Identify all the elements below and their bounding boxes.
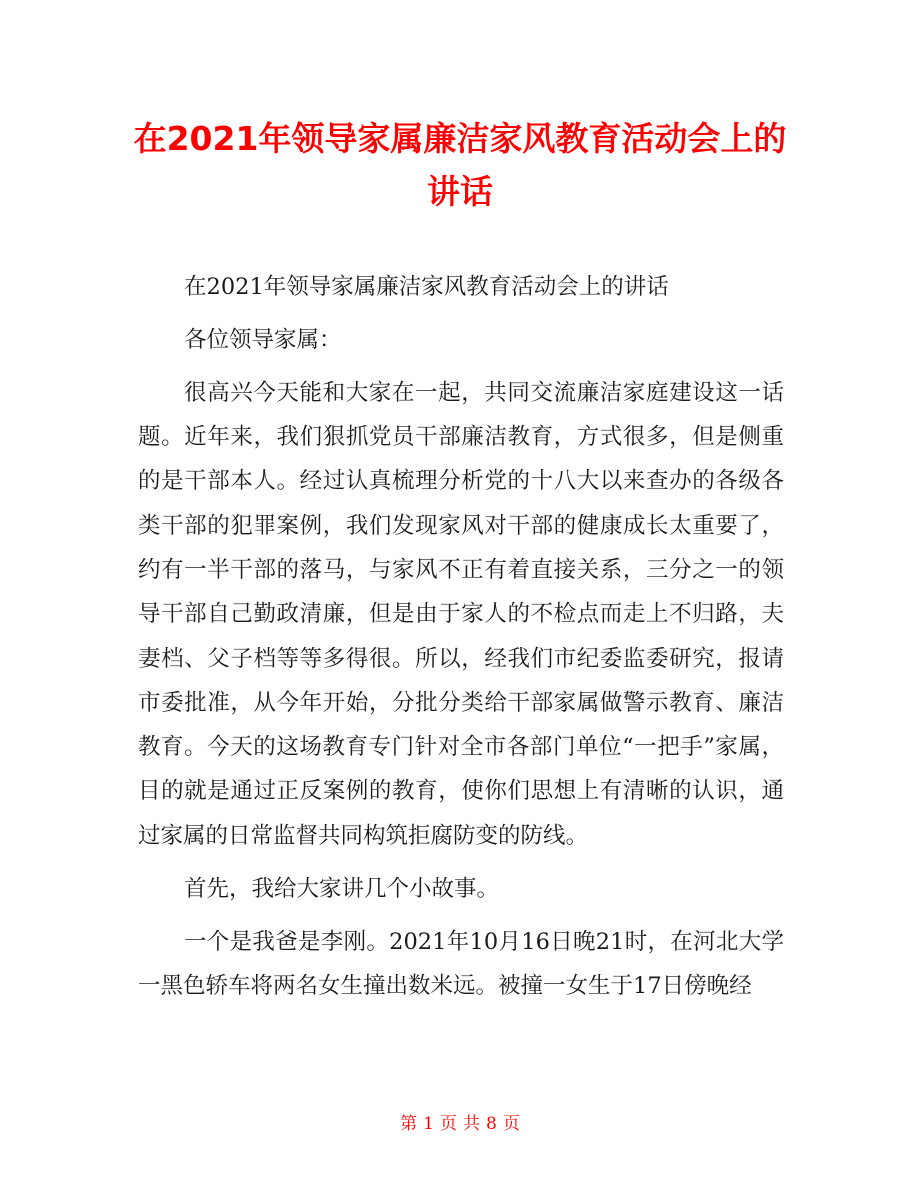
- footer-label-total: 共: [463, 1114, 480, 1134]
- footer-label-end: 页: [502, 1114, 520, 1134]
- footer-total-pages: 8: [486, 1114, 497, 1134]
- footer-label-page: 第: [400, 1114, 418, 1134]
- paragraph-subtitle: 在2021年领导家属廉洁家风教育活动会上的讲话: [184, 274, 669, 300]
- paragraph-stories-intro: 首先，我给大家讲几个小故事。: [184, 875, 500, 902]
- document-body: [138, 265, 784, 1017]
- paragraph-story-one: 一个是我爸是李刚。2021年10月16日晚21时，在河北大学一黑色轿车将两名女生撞出数米远。被撞一女生于17日傍晚经: [138, 928, 784, 999]
- document-title: 在2021年领导家属廉洁家风教育活动会上的讲话: [133, 119, 787, 211]
- page-footer: [0, 1112, 920, 1136]
- paragraph-intro: 很高兴今天能和大家在一起，共同交流廉洁家庭建设这一话题。近年来，我们狠抓党员干部廉洁教育，方式很多，但是侧重的是干部本人。经过认真梳理分析党的十八大以来查办的各级各类干部的犯罪案例，我们发现家风对干部的健康成长太重要了，约有一半干部的落马，与家风不正有着直接关系，三分之一的领导干部自己勤政清廉，但是由于家人的不检点而走上不归路，夫妻档、父子档等等多得很。所以，经我们市纪委监委研究，报请市委批准，从今年开始，分批分类给干部家属做警示教育、廉洁教育。今天的这场教育专门针对全市各部门单位“一把手”家属，目的就是通过正反案例的教育，使你们思想上有清晰的认识，通过家属的日常监督共同构筑拒腐防变的防线。: [138, 379, 784, 849]
- footer-current-page: 1: [423, 1114, 434, 1134]
- footer-label-of: 页: [440, 1114, 457, 1134]
- paragraph-salutation: 各位领导家属：: [184, 326, 342, 353]
